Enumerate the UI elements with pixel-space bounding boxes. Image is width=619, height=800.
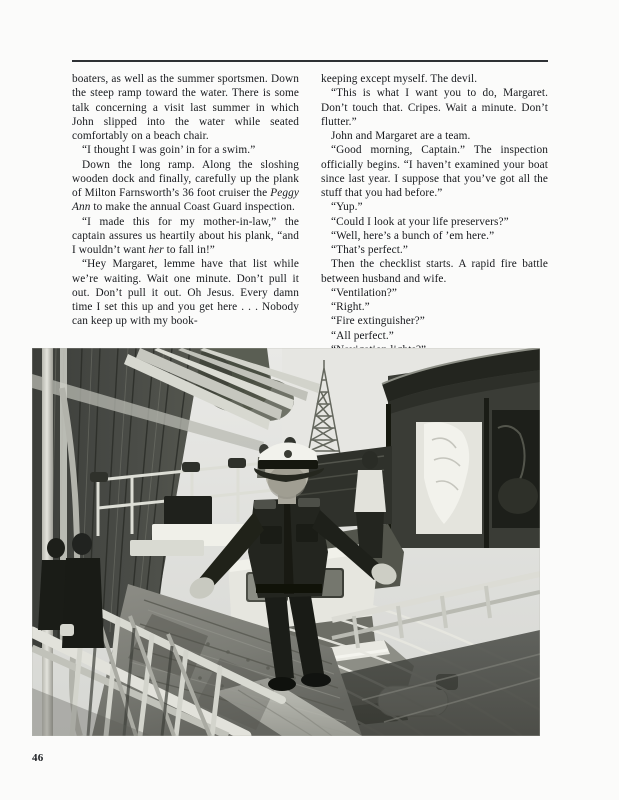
paragraph: “I thought I was goin’ in for a swim.” [82,144,256,157]
paragraph: keeping except myself. The devil. [321,73,478,85]
photograph-image [32,348,540,736]
paragraph: “All perfect.” [331,329,394,342]
paragraph [72,158,299,215]
paragraph: “That’s perfect.” [331,244,408,256]
paragraph-text: to make the annual Coast Guard inspection. [90,201,295,214]
paragraph: “Well, here’s a bunch of ’em here.” [331,229,495,242]
paragraph: “Could I look at your life preservers?” [331,215,509,228]
paragraph: “Fire extinguisher?” [331,315,425,328]
paragraph: “Yup.” [331,201,363,214]
text-column-right [321,72,548,357]
article-photograph [32,348,540,736]
italic-emphasis: her [148,244,164,256]
paragraph-text: to fall in!” [163,244,215,256]
paragraph-text: “I made this for my mother-in-law,” the captain assures us heartily about his plank, “and I wouldn’t want [72,215,299,256]
header-rule [72,60,548,62]
paragraph: John and Margaret are a team. [331,130,471,142]
paragraph: “Right.” [331,301,370,313]
paragraph: “Ventilation?” [331,286,398,299]
italic-boat-name: Peggy Ann [72,187,299,214]
paragraph: boaters, as well as the summer sportsmen. Down the steep ramp toward the water. There is some talk concerning a visit last summer in which John slipped into the water while seated comfortably on a beach chair. [72,73,299,142]
text-column-left [72,72,299,357]
paragraph: “Good morning, Captain.” The inspection officially begins. “I haven’t examined your boat since last year. I suppose that you’ve got all the stuff that you had before.” [321,144,548,199]
paragraph-text: Down the long ramp. Along the sloshing wooden dock and finally, carefully up the plank of Milton Farnsworth’s 36 foot cruiser the [72,158,299,199]
paragraph [72,215,299,258]
paragraph: “Hey Margaret, lemme have that list while we’re waiting. Wait one minute. Don’t pull it out. Don’t pull it out. Oh Jesus. Every damn time I set this up and you get here . . . Nobody can keep up with my book- [72,258,299,328]
paragraph: “This is what I want you to do, Margaret. Don’t touch that. Cripes. Wait a minute. Don’t flutter.” [321,87,548,128]
page-number: 46 [32,752,44,764]
paragraph: Then the checklist starts. A rapid fire battle between husband and wife. [321,258,548,285]
article-body [72,72,548,357]
